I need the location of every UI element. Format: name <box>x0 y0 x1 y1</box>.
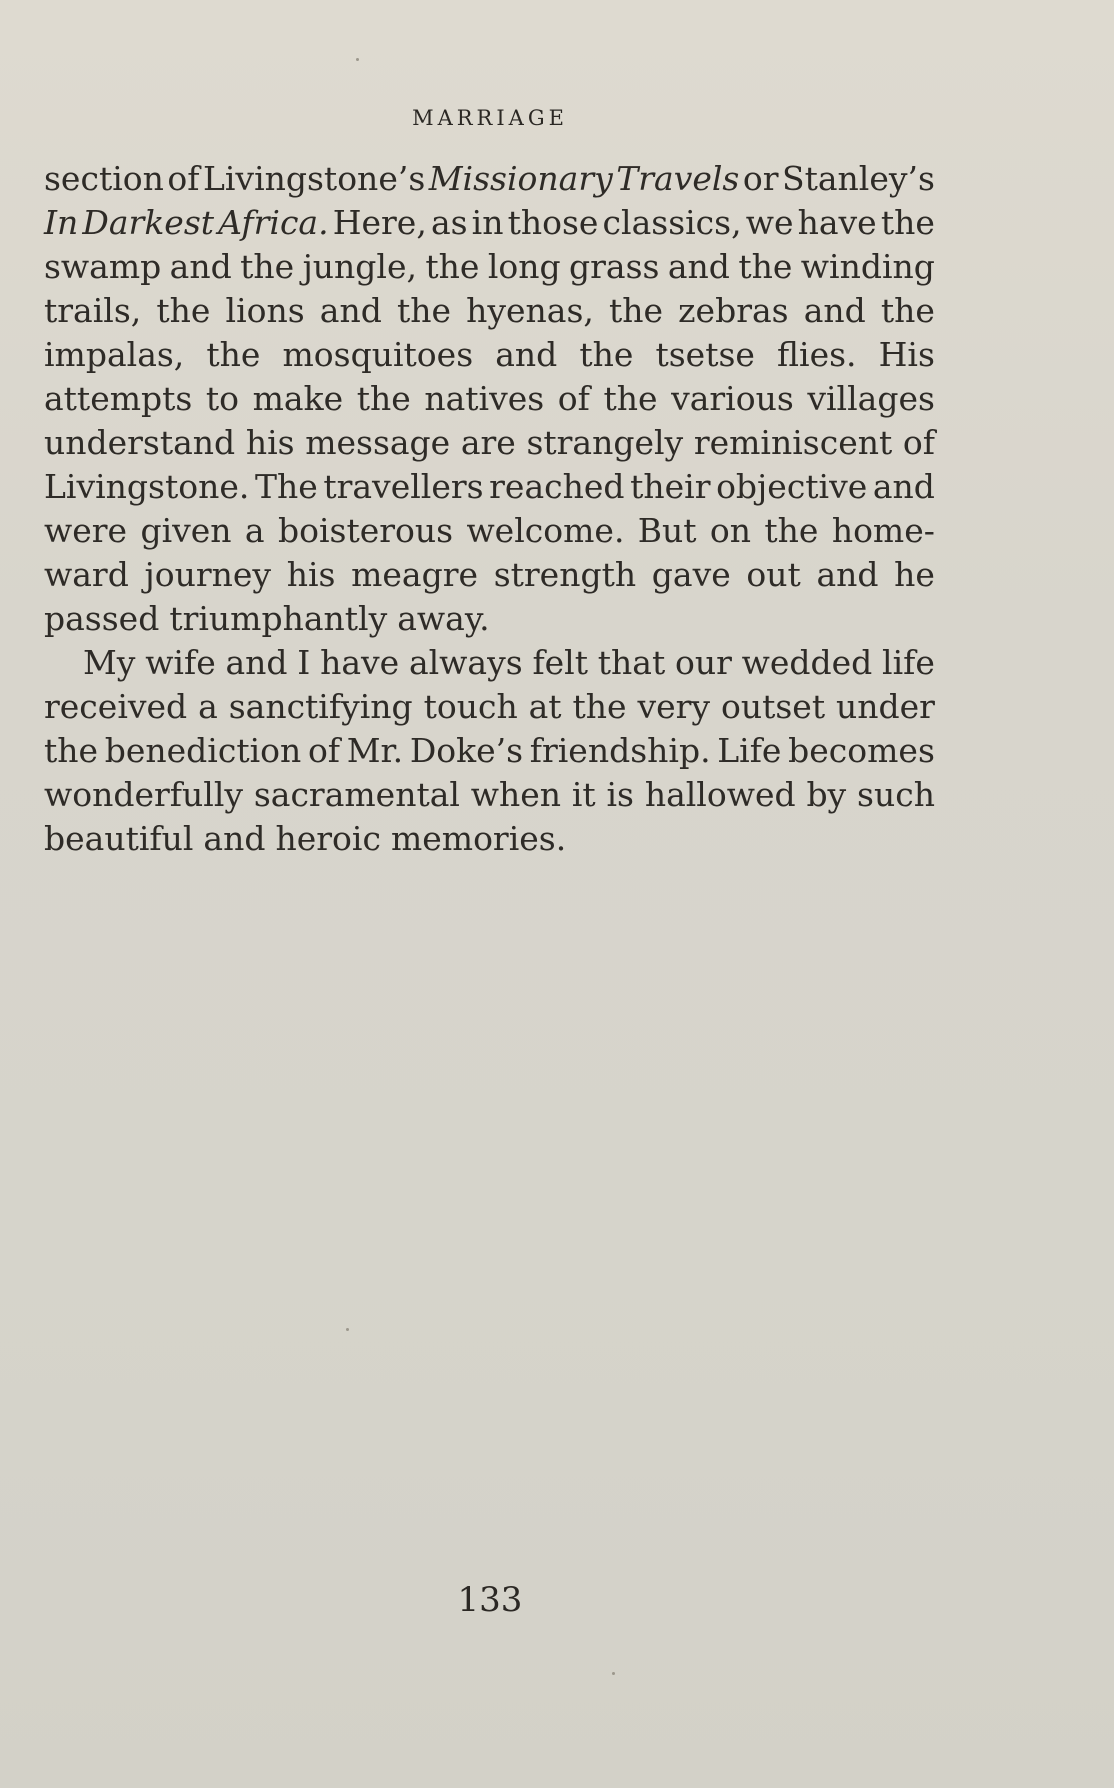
body-text <box>44 157 935 861</box>
text-line: beautiful and heroic memories. <box>44 819 567 858</box>
text-line: section of Livingstone’s Missionary Travels or Stanley’s <box>44 157 935 201</box>
text-line: In Darkest Africa. Here, as in those classics, we have the <box>44 201 935 245</box>
text-line: were given a boisterous welcome. But on the home- <box>44 511 935 550</box>
text-line: Livingstone. The travellers reached their objective and <box>44 467 935 506</box>
running-head: MARRIAGE <box>412 106 568 130</box>
text-line: My wife and I have always felt that our wedded life <box>83 643 935 682</box>
text-line: understand his message are strangely reminiscent of <box>44 423 935 462</box>
book-title-italic: Darkest <box>82 203 215 242</box>
text-line: trails, the lions and the hyenas, the zebras and the <box>44 291 935 330</box>
text-line: attempts to make the natives of the various villages <box>44 379 935 418</box>
book-title-italic: Missionary <box>428 159 613 198</box>
text-line: the benediction of Mr. Doke’s friendship. Life becomes <box>44 731 935 770</box>
text-line: wonderfully sacramental when it is hallowed by such <box>44 775 935 814</box>
text-line: impalas, the mosquitoes and the tsetse flies. His <box>44 335 935 374</box>
text-line: passed triumphantly away. <box>44 599 490 638</box>
book-title-italic: Africa. <box>218 203 329 242</box>
text-line: swamp and the jungle, the long grass and the winding <box>44 247 935 286</box>
paper-speck <box>356 58 359 61</box>
paper-speck <box>612 1672 615 1675</box>
paper-speck <box>346 1328 349 1331</box>
book-title-italic: Travels <box>616 159 740 198</box>
page-number: 133 <box>457 1580 523 1620</box>
text-line: ward journey his meagre strength gave out and he <box>44 555 935 594</box>
text-line: received a sanctifying touch at the very outset under <box>44 687 935 726</box>
book-title-italic: In <box>44 203 79 242</box>
